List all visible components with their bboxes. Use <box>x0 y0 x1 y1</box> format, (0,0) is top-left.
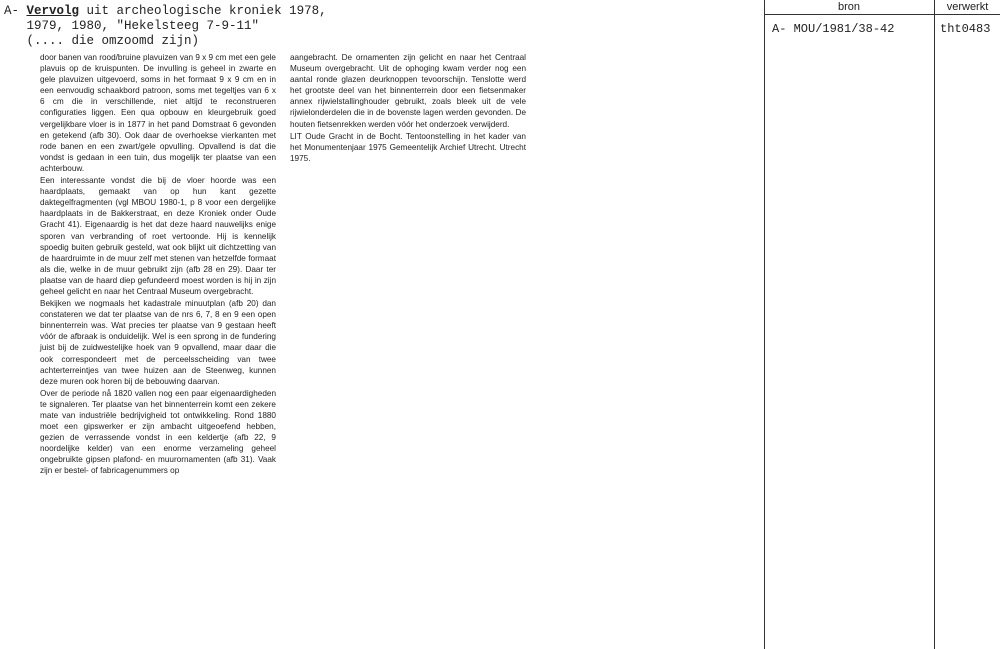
heading-line-2: 1979, 1980, "Hekelsteeg 7-9-11" <box>4 19 260 33</box>
heading-underlined-word: Vervolg <box>26 4 80 18</box>
verwerkt-value: tht0483 <box>940 22 991 36</box>
document-heading <box>4 4 764 49</box>
divider <box>764 0 765 649</box>
divider <box>764 14 1000 15</box>
text-column-left <box>40 52 276 478</box>
column-header-bron: bron <box>837 1 861 13</box>
heading-line-1: A- Vervolg uit archeologische kroniek 1978, <box>4 4 327 18</box>
paragraph: Een interessante vondst die bij de vloer hoorde was een haardplaats, gemaakt van op hun kant gezette daktegelfragmenten (vgl MBOU 1980-1, p 8 voor een dergelijke haardplaats in de Bakkerstraat, en deze Kroniek onder Oude Gracht 41). Eigenaardig is het dat deze haard nauwelijks enige sporen van verbranding of roet vertoonde. Hij is kennelijk spoedig buiten gebruik gesteld, wat ook blijkt uit dichtzetting van de haardruimte in de muur zelf met stenen van hetzelfde formaat als die, welke in de muur gebruikt zijn (afb 28 en 29). Daar ter plaatse van de haard diep gefundeerd moest worden is hij in zijn geheel gelicht en naar het Centraal Museum overgebracht. <box>40 176 276 296</box>
paragraph: Bekijken we nogmaals het kadastrale minuutplan (afb 20) dan constateren we dat ter plaatse van de nrs 6, 7, 8 en 9 een open binnenterrein was. Wat precies ter plaatse van 9 gestaan heeft vóór de afbraak is onduidelijk. Wel is een sprong in de fundering juist bij de zuidwestelijke hoek van 9 opvallend, maar daar die ook correspondeert met de perceelsscheiding van twee achterterreintjes van twee huizen aan de Steenweg, kunnen deze muren ook horen bij de bebouwing daarvan. <box>40 299 276 386</box>
divider <box>934 0 935 649</box>
paragraph: aangebracht. De ornamenten zijn gelicht en naar het Centraal Museum overgebracht. Uit de ophoging kwam verder nog een aantal ronde glazen deurknoppen tevoorschijn. Tenslotte werd het grootste deel van het binnenterrein door een fietsenmaker annex rijwielstallinghouder gebruikt, zoals bleek uit de vele rijwielonderdelen die in de bovenste lagen werden gevonden. De houten fietsenrekken werden vóór het onderzoek verwijderd. <box>290 53 526 129</box>
catalog-sidebar <box>764 0 1000 649</box>
bron-value: A- MOU/1981/38-42 <box>772 22 895 36</box>
paragraph: door banen van rood/bruine plavuizen van 9 x 9 cm met een gele plavuis op de kruispunten. De invulling is geheel in zwarte en gele plavuizen uitgevoerd, soms in het formaat 9 x 9 cm en in een eenvoudig schaakbord patroon, soms met tegeltjes van 6 x 6 cm die in verschillende, niet altijd te reconstrueren configuraties liggen. Een qua opbouw en kleurgebruik goed vergelijkbare vloer is in 1877 in het pand Domstraat 6 gevonden en getekend (afb 30). Ook daar de overhoekse vierkanten met rode banen en een zwart/gele opvulling. Opvallend is dat die vondst is gedaan in een tuin, dus mogelijk ter plaatse van een achterbouw. <box>40 53 276 173</box>
column-header-verwerkt: verwerkt <box>946 1 989 13</box>
text-column-right <box>290 52 526 165</box>
literature-reference: LIT Oude Gracht in de Bocht. Tentoonstelling in het kader van het Monumentenjaar 1975 Gemeentelijk Archief Utrecht. Utrecht 1975. <box>290 131 526 163</box>
heading-line-3: (.... die omzoomd zijn) <box>4 34 200 48</box>
paragraph: Over de periode nå 1820 vallen nog een paar eigenaardigheden te signaleren. Ter plaatse van het binnenterrein komt een zekere mate van industriële bedrijvigheid tot ontwikkeling. Rond 1880 moet een gipswerker er zijn ambacht uitgeoefend hebben, gezien de verrassende vondst in een keldertje (afb 22, 9 noordelijke kelder) van een enorme verzameling geheel ongebruikte gipsen plafond- en muurornamenten (afb 31). Vaak zijn er bestel- of fabricagenummers op <box>40 388 276 476</box>
